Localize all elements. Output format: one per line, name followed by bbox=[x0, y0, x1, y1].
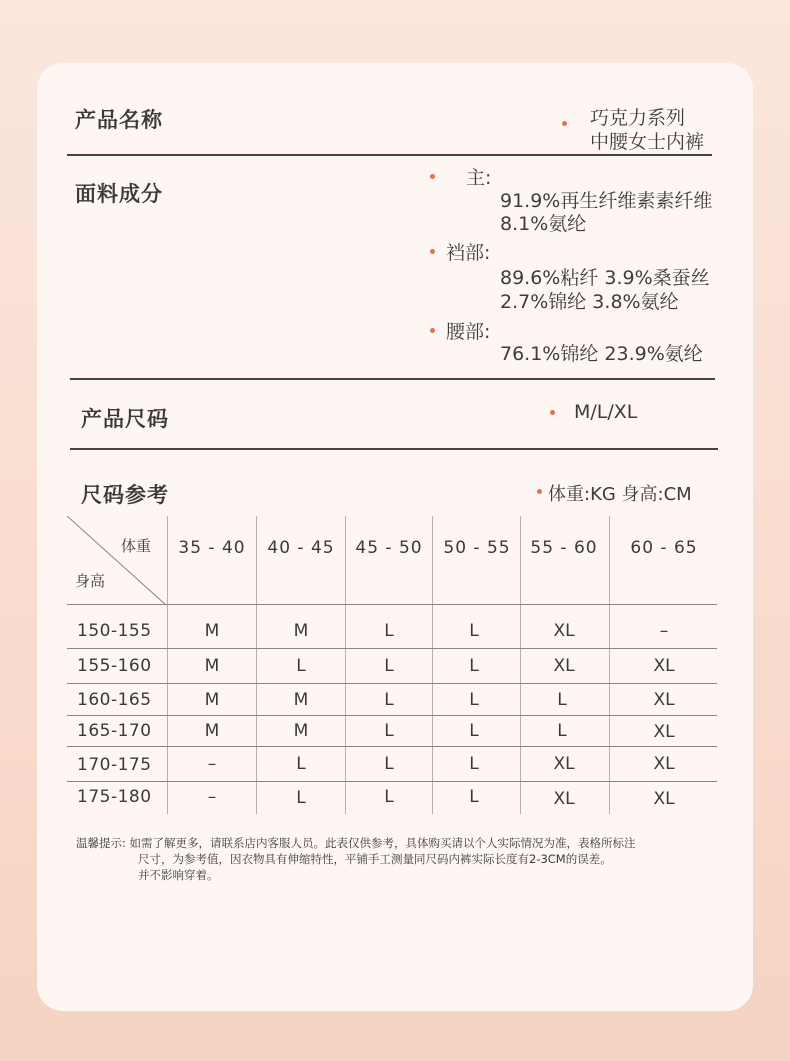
size-cell: XL bbox=[653, 656, 675, 676]
size-cell: XL bbox=[553, 789, 575, 809]
size-cell: M bbox=[293, 721, 309, 741]
column-header: 40 - 45 bbox=[267, 538, 335, 558]
size-cell: M bbox=[204, 656, 220, 676]
product-name-label: 产品名称 bbox=[75, 108, 163, 132]
size-cell: L bbox=[469, 787, 479, 807]
grid-line bbox=[67, 604, 717, 605]
size-cell: M bbox=[293, 690, 309, 710]
sizes-label: 产品尺码 bbox=[81, 407, 169, 431]
size-cell: L bbox=[384, 754, 394, 774]
size-cell: XL bbox=[653, 722, 675, 742]
fabric-crotch-line1: 89.6%粘纤 3.9%桑蚕丝 bbox=[500, 267, 710, 289]
column-header: 50 - 55 bbox=[443, 538, 511, 558]
notice-line2: 尺寸，为参考值，因衣物具有伸缩特性，平铺手工测量同尺码内裤实际长度有2-3CM的误差。 bbox=[138, 852, 612, 866]
bullet-dot bbox=[550, 410, 555, 415]
size-cell: L bbox=[469, 621, 479, 641]
grid-line bbox=[67, 683, 717, 684]
size-cell: L bbox=[469, 721, 479, 741]
size-cell: L bbox=[384, 721, 394, 741]
size-cell: – bbox=[659, 621, 669, 641]
row-height-label: 155-160 bbox=[77, 656, 152, 676]
grid-line bbox=[67, 781, 717, 782]
size-cell: XL bbox=[653, 789, 675, 809]
size-cell: L bbox=[384, 690, 394, 710]
size-cell: L bbox=[296, 754, 306, 774]
size-cell: M bbox=[204, 721, 220, 741]
size-cell: M bbox=[293, 621, 309, 641]
bullet-dot bbox=[562, 121, 567, 126]
size-ref-units: 体重:KG 身高:CM bbox=[548, 484, 692, 505]
size-cell: – bbox=[207, 787, 217, 807]
bullet-dot bbox=[537, 489, 542, 494]
size-cell: L bbox=[469, 690, 479, 710]
row-height-label: 170-175 bbox=[77, 755, 152, 775]
row-height-label: 165-170 bbox=[77, 721, 152, 741]
size-cell: L bbox=[296, 656, 306, 676]
fabric-main-line2: 8.1%氨纶 bbox=[500, 213, 587, 235]
product-name-line2: 中腰女士内裤 bbox=[590, 131, 705, 153]
bullet-dot bbox=[430, 328, 435, 333]
size-cell: L bbox=[557, 690, 567, 710]
size-cell: L bbox=[384, 787, 394, 807]
size-ref-label: 尺码参考 bbox=[81, 483, 169, 507]
corner-weight: 体重 bbox=[121, 537, 152, 555]
grid-line bbox=[609, 516, 610, 814]
bullet-dot bbox=[430, 249, 435, 254]
divider bbox=[70, 448, 718, 450]
row-height-label: 175-180 bbox=[77, 787, 152, 807]
notice-line1: 温馨提示: 如需了解更多，请联系店内客服人员。此表仅供参考，具体购买请以个人实际情况为准，表格所标注 bbox=[76, 836, 636, 850]
size-cell: M bbox=[204, 621, 220, 641]
size-cell: – bbox=[207, 754, 217, 774]
notice-line3: 并不影响穿着。 bbox=[138, 868, 219, 882]
column-header: 45 - 50 bbox=[355, 538, 423, 558]
size-cell: L bbox=[384, 621, 394, 641]
column-header: 35 - 40 bbox=[178, 538, 246, 558]
fabric-crotch-line2: 2.7%锦纶 3.8%氨纶 bbox=[500, 291, 679, 313]
size-cell: L bbox=[469, 754, 479, 774]
size-cell: L bbox=[384, 656, 394, 676]
size-cell: XL bbox=[553, 656, 575, 676]
corner-diagonal bbox=[67, 516, 167, 606]
size-cell: M bbox=[204, 690, 220, 710]
divider bbox=[67, 154, 712, 156]
row-height-label: 160-165 bbox=[77, 690, 152, 710]
column-header: 60 - 65 bbox=[630, 538, 698, 558]
fabric-crotch-label: 裆部: bbox=[446, 242, 491, 264]
fabric-waist-line1: 76.1%锦纶 23.9%氨纶 bbox=[500, 343, 703, 365]
size-cell: L bbox=[296, 788, 306, 808]
grid-line bbox=[67, 746, 717, 747]
bullet-dot bbox=[430, 174, 435, 179]
size-cell: XL bbox=[553, 754, 575, 774]
fabric-main-label: 主: bbox=[466, 167, 492, 189]
row-height-label: 150-155 bbox=[77, 621, 152, 641]
grid-line bbox=[67, 648, 717, 649]
size-cell: L bbox=[557, 721, 567, 741]
product-name-line1: 巧克力系列 bbox=[590, 107, 686, 129]
size-cell: XL bbox=[653, 690, 675, 710]
fabric-label: 面料成分 bbox=[75, 182, 163, 206]
size-cell: L bbox=[469, 656, 479, 676]
fabric-waist-label: 腰部: bbox=[446, 321, 491, 343]
size-cell: XL bbox=[653, 754, 675, 774]
column-header: 55 - 60 bbox=[530, 538, 598, 558]
corner-height: 身高 bbox=[75, 572, 106, 590]
fabric-main-line1: 91.9%再生纤维素素纤维 bbox=[500, 190, 713, 212]
sizes-value: M/L/XL bbox=[574, 401, 638, 423]
size-cell: XL bbox=[553, 621, 575, 641]
divider bbox=[70, 378, 715, 380]
grid-line bbox=[67, 715, 717, 716]
